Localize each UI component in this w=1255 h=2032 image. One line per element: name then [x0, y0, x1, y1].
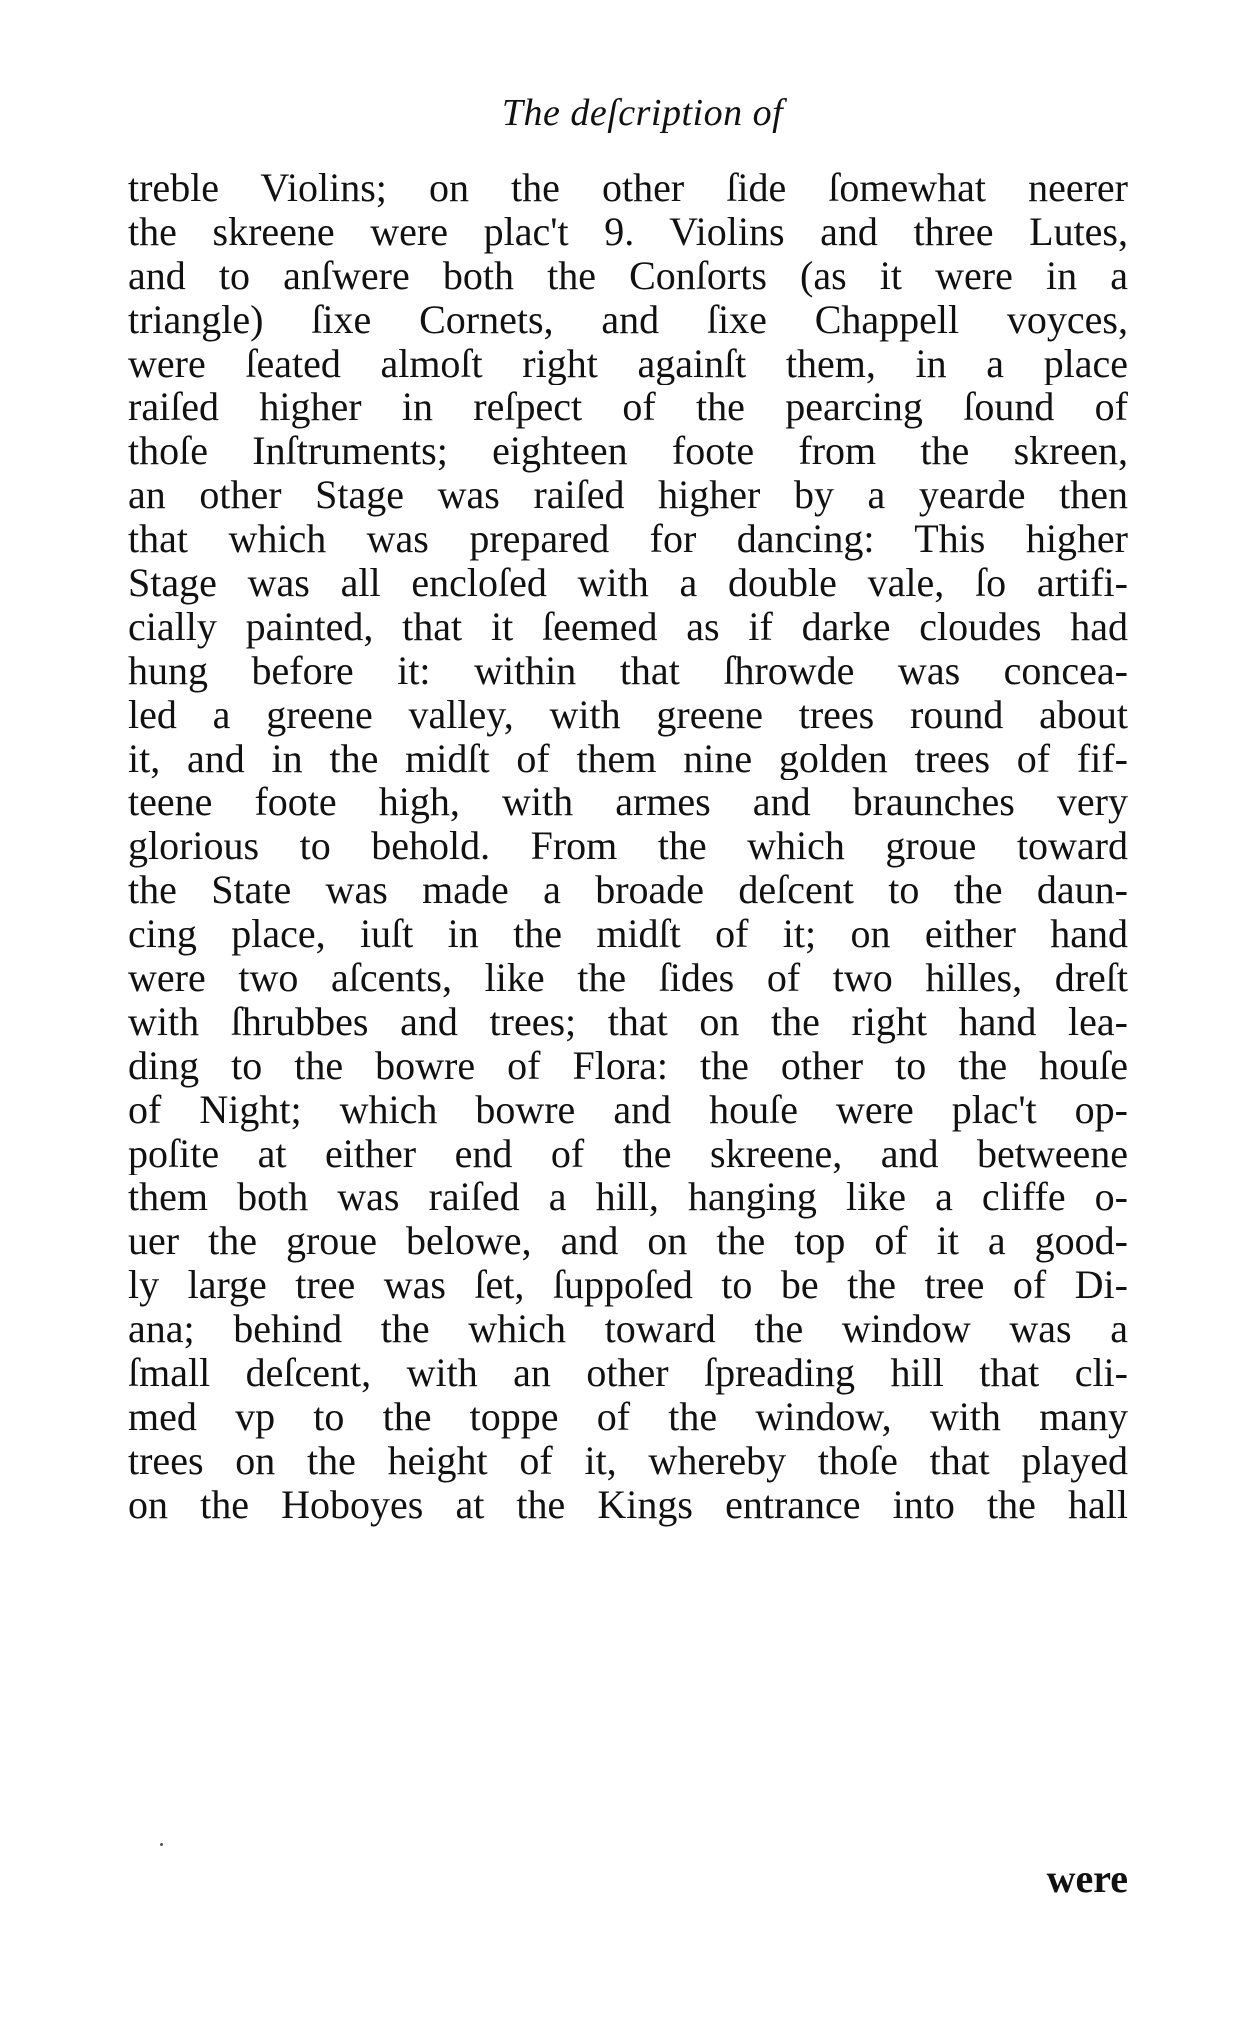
running-header: The deſcription of	[501, 92, 784, 134]
text-line: triangle) ſixe Cornets, and ſixe Chappell voyces,	[128, 297, 1128, 342]
text-line: it, and in the midſt of them nine golden trees of fif-	[128, 736, 1128, 781]
text-line: on the Hoboyes at the Kings entrance into the hall	[128, 1482, 1128, 1527]
text-line: trees on the height of it, whereby thoſe that played	[128, 1438, 1128, 1483]
text-line: cing place, iuſt in the midſt of it; on either hand	[128, 912, 1128, 957]
text-line: ana; behind the which toward the window was a	[128, 1307, 1128, 1352]
text-line: glorious to behold. From the which groue toward	[128, 824, 1128, 869]
text-line: with ſhrubbes and trees; that on the right hand lea-	[128, 999, 1128, 1044]
text-line: raiſed higher in reſpect of the pearcing ſound of	[128, 385, 1128, 430]
text-line: med vp to the toppe of the window, with many	[128, 1394, 1128, 1439]
text-line: and to anſwere both the Conſorts (as it were in a	[128, 253, 1128, 298]
text-line: Stage was all encloſed with a double vale, ſo artifi-	[128, 561, 1128, 605]
text-line: were ſeated almoſt right againſt them, in a place	[128, 341, 1128, 386]
text-line: ly large tree was ſet, ſuppoſed to be the tree of Di-	[128, 1263, 1128, 1308]
text-line: cially painted, that it ſeemed as if darke cloudes had	[128, 604, 1128, 649]
body-text	[128, 166, 1128, 1527]
text-line: were two aſcents, like the ſides of two hilles, dreſt	[128, 956, 1128, 1000]
text-line: treble Violins; on the other ſide ſomewhat neerer	[128, 166, 1128, 210]
text-line: hung before it: within that ſhrowde was concea-	[128, 648, 1128, 693]
text-line: an other Stage was raiſed higher by a yearde then	[128, 473, 1128, 518]
text-line: uer the groue belowe, and on the top of it a good-	[128, 1219, 1128, 1264]
text-line: led a greene valley, with greene trees round about	[128, 692, 1128, 737]
text-line: them both was raiſed a hill, hanging like a cliffe o-	[128, 1175, 1128, 1220]
catchword: were	[1046, 1856, 1128, 1901]
text-line: the skreene were plac't 9. Violins and three Lutes,	[128, 209, 1128, 254]
text-line: ſmall deſcent, with an other ſpreading hill that cli-	[128, 1351, 1128, 1395]
text-line: thoſe Inſtruments; eighteen foote from the skreen,	[128, 429, 1128, 474]
ink-speck	[160, 1843, 163, 1846]
text-line: of Night; which bowre and houſe were plac't op-	[128, 1087, 1128, 1132]
text-line: poſite at either end of the skreene, and betweene	[128, 1131, 1128, 1176]
text-line: ding to the bowre of Flora: the other to the houſe	[128, 1043, 1128, 1088]
text-line: that which was prepared for dancing: This higher	[128, 517, 1128, 562]
text-line: the State was made a broade deſcent to the daun-	[128, 868, 1128, 913]
text-line: teene foote high, with armes and braunches very	[128, 780, 1128, 825]
